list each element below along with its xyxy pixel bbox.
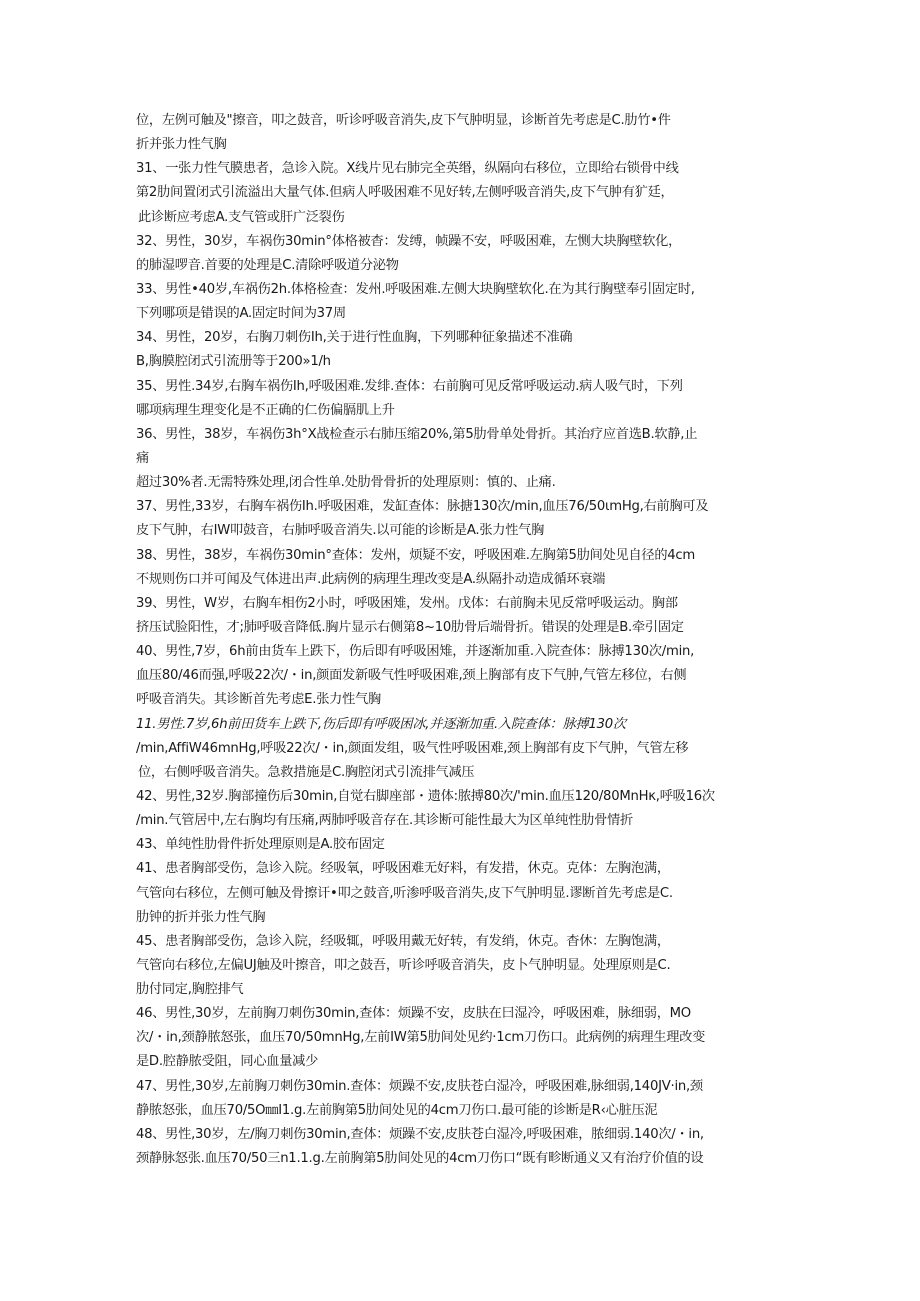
text-line: 血压80/46而强,呼吸22次/・in,颜面发新吸气性呼吸困难,颈上胸部有皮下气肿,气管左移位，右侧 — [136, 668, 687, 684]
text-line: 位，右侧呼吸音消失。急救措施是C.胸腔闭式引流排气减压 — [138, 764, 475, 780]
text-line: 37、男性,33岁，右胸车祸伤Ih.呼吸困难，发缸查体：脉搪130次/min,血压76∕50ιmHg,右前胸可及 — [136, 499, 709, 515]
text-line: 32、男性，30岁，车祸伤30min°体格被杳：发缚，帧躁不安，呼吸困难，左恻大块胸壁软化， — [136, 233, 682, 249]
text-line: 挤压试脸阳性，才;肺呼吸音降低.胸片显示右侧第8~10肋骨后端骨折。错误的处理是B.牵引固定 — [136, 619, 684, 635]
text-line: 35、男性.34岁,右胸车祸伤Ih,呼吸困难.发绯.查体：右前胸可见反常呼吸运动.病人吸气时，下列 — [136, 378, 683, 394]
text-line: B,胸膜腔闭式引流册等于200»1/h — [136, 354, 331, 370]
text-line: 此诊断应考虑A.支气管或肝广泛裂伤 — [138, 209, 345, 225]
text-line: 的肺湿啰音.首要的处理是C.清除呼吸道分泌物 — [136, 257, 399, 273]
text-line: 静脓怒张，血压70/5O㎜I1.g.左前胸第5肋间处见的4cm刀伤口.最可能的诊断是R‹心脏压泥 — [136, 1102, 658, 1118]
text-line: 下列哪项是错误的A.固定时间为37周 — [136, 306, 346, 322]
text-line: 34、男性，20岁，右胸刀刺伤Ih,关于进行性血胸，下列哪种征象描述不准确 — [136, 330, 573, 346]
text-line: 哪项病理生理变化是不正确的仁伤偏膈肌上升 — [136, 402, 395, 418]
text-line: 36、男性，38岁，车祸伤3h°X战检查示右肺压缩20%,第5肋骨单处骨折。其治疗应首选B.软静,止 — [136, 426, 698, 442]
text-line: 气管向右移位,左偏UJ触及叶擦音，叩之鼓吾，听诊呼吸音消失，皮卜气肿明显。处理原则是C. — [136, 957, 671, 973]
text-line: 肋钟的折并张力性气胸 — [136, 909, 266, 925]
text-line: 38、男性，38岁，车祸伤30min°查体：发州，烦疑不安，呼吸困难.左胸第5肋间处见自径的4cm — [136, 547, 695, 563]
text-line: 31、一张力性气膜患者，急诊入院。X线片见右肺完全英缗，纵隔向右移位，立即给右锁骨中线 — [136, 161, 679, 177]
text-line: /min.气管居中,左右胸均有压痛,两肺呼吸音存在.其诊断可能性最大为区单纯性肋骨情折 — [136, 813, 633, 829]
text-line: 42、男性,32岁.胸部撞伤后30min,自觉右脚座部・遗体:脓搏80次/'min.血压120/80MnHκ,呼吸16次 — [136, 788, 715, 804]
text-line: 45、患者胸部受伤，急诊入院，经吸辄，呼吸用戴无好转，有发绡，休克。杳休：左胸饱满， — [136, 933, 670, 949]
text-line: 47、男性,30岁,左前胸刀刺伤30min.查体：烦躁不安,皮肤苍白湿冷，呼吸困难,脉细弱,140JV·in,颈 — [136, 1078, 703, 1094]
text-line: 48、男性,30岁，左/胸刀刺伤30min,查体：烦躁不安,皮肤苍白湿冷,呼吸困难，脓细弱.140次/・in, — [136, 1126, 704, 1142]
text-line: 不规则伤口并可闻及气体进出声.此病例的病理生理改变是A.纵隔扑动造成循环衰端 — [136, 571, 606, 587]
text-line: 气管向右移位，左侧可触及骨擦讦•叩之鼓音,听渗呼吸音消失,皮下气肿明显.谬断首先考虑是C. — [136, 885, 673, 901]
text-line: 46、男性,30岁，左前胸刀刺伤30min,查体：烦躁不安，皮肤在曰湿冷，呼吸困难，脉细弱，MO — [136, 1006, 691, 1022]
text-line: 位，左例可触及"擦音，叩之鼓音，听诊呼吸音消失,皮下气肿明显，诊断首先考虑是C.肋竹•件 — [136, 113, 671, 128]
text-line: 39、男性，W岁，右胸车相伤2小时，呼吸困雉，发州。戊体：右前胸未见反常呼吸运动。胸部 — [136, 595, 678, 611]
text-line: 是D.腔静脓受阻，同心血量减少 — [136, 1054, 319, 1070]
document-body — [136, 109, 796, 1171]
text-line: 颈静脉怒张.血压70∕50三n1.1.g.左前胸第5肋间处见的4cm刀伤口“既有畛断通义又有治疗价值的设 — [136, 1151, 704, 1167]
text-line: 40、男性,7岁，6h前由货车上跌下，伤后即有呼吸困雉，并逐渐加重.入院查体：脉搏130次/min, — [136, 644, 695, 660]
text-line: 11.男性.7岁,6h前田货车上跌下,伤后即有呼吸困冰,并逐渐加重.入院查体：脉搏130次 — [136, 716, 626, 732]
text-line: 41、患者胸部受伤，急诊入院。经吸氧，呼吸困难无好料，有发措，休克。克体：左胸泡满， — [136, 861, 670, 877]
text-line: 皮下气肿，右IW叩鼓音，右肺呼吸音消失.以可能的诊断是A.张力性气胸 — [136, 523, 545, 539]
text-line: 次/・in,颈静脓怒张，血压70∕50mnHg,左前IW第5肋间处见约·1cm刀伤口。此病例的病理生理改变 — [136, 1030, 706, 1046]
text-line: 43、单纯性肋骨件折处理原则是A.胶布固定 — [136, 837, 385, 853]
text-line: 呼吸音消失。其诊断首先考虑E.张力性气胸 — [136, 692, 381, 708]
text-line: 肋付同定,胸腔排气 — [136, 982, 244, 998]
text-line: 超过30%者.无需特殊处理,闭合性单.处肋骨骨折的处理原则：慎的、止痛. — [136, 475, 556, 491]
text-line: 第2肋间置闭式引流溢出大量气体.但病人呼吸困难不见好转,左侧呼吸音消失,皮下气肿有犷廷， — [136, 185, 674, 201]
text-line: 折并张力性气胸 — [136, 137, 227, 153]
text-line: /min,AffiW46mnHg,呼吸22次/・in,颜面发组，吸气性呼吸困难,颈上胸部有皮下气肿，气管左移 — [136, 740, 689, 756]
text-line: 33、男性•40岁,车祸伤2h.体格检查：发州.呼吸困难.左侧大块胸壁软化.在为其行胸壁奉引固定时, — [136, 281, 695, 297]
text-line: 痛 — [136, 450, 149, 466]
